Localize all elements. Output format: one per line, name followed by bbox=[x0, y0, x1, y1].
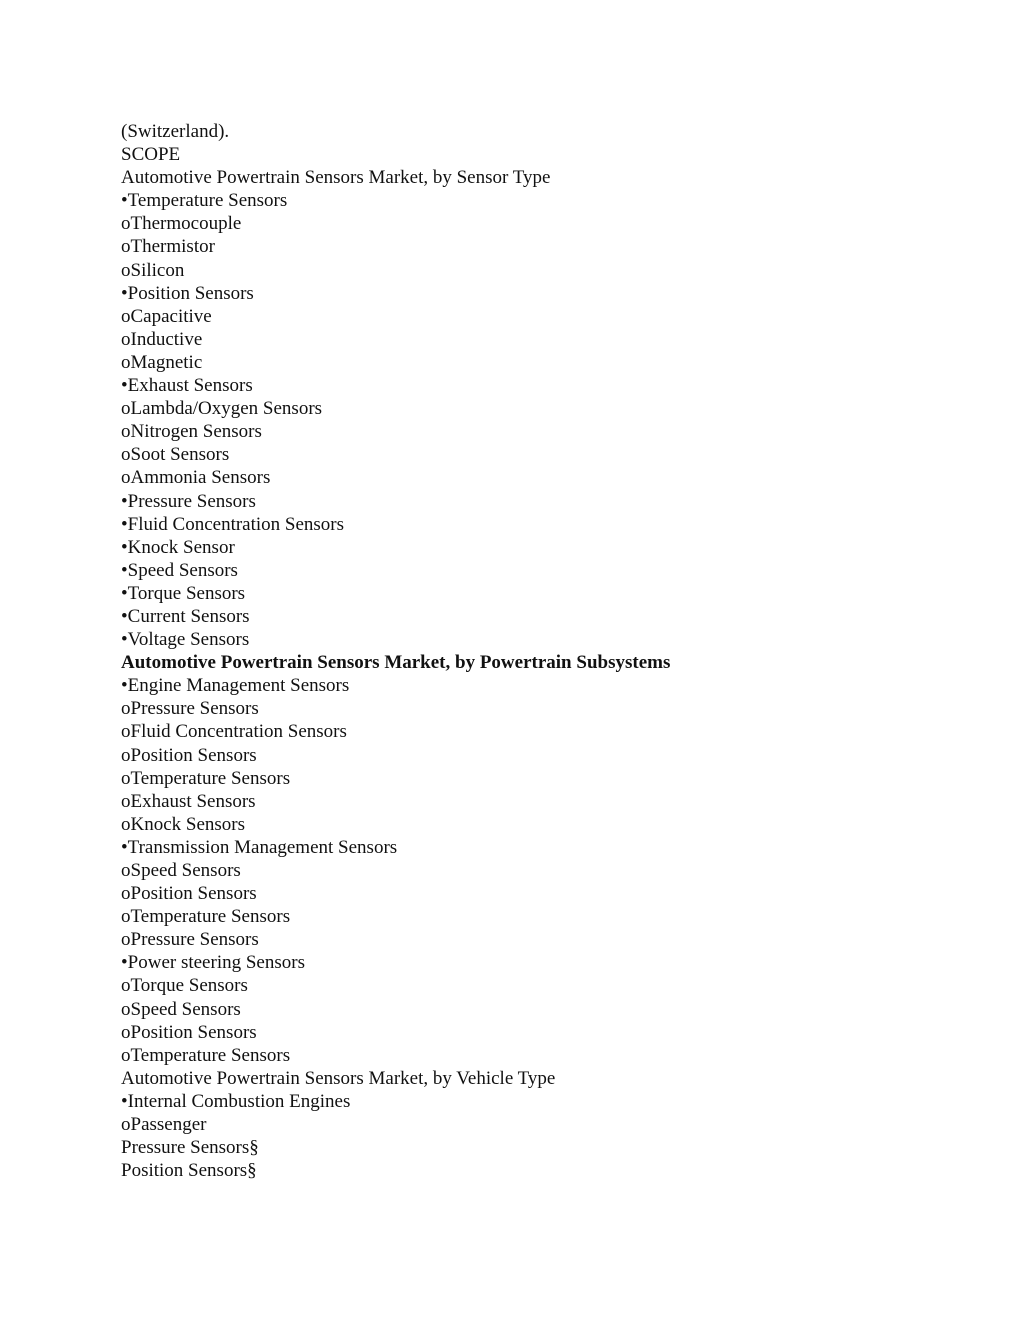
list-subitem: oLambda/Oxygen Sensors bbox=[121, 398, 323, 420]
list-subitem: oCapacitive bbox=[121, 305, 212, 327]
document-page bbox=[121, 120, 981, 1182]
list-subitem: oAmmonia Sensors bbox=[121, 467, 271, 489]
list-subitem: oThermocouple bbox=[121, 213, 242, 235]
list-subitem: oSpeed Sensors bbox=[121, 998, 241, 1020]
list-item: •Position Sensors bbox=[121, 282, 254, 304]
list-item: •Temperature Sensors bbox=[121, 190, 288, 212]
list-subitem: oNitrogen Sensors bbox=[121, 421, 262, 443]
list-subitem: oThermistor bbox=[121, 236, 215, 258]
list-subitem: oPosition Sensors bbox=[121, 1021, 257, 1043]
list-item: •Voltage Sensors bbox=[121, 629, 250, 651]
list-item: •Power steering Sensors bbox=[121, 952, 305, 974]
list-subitem: oExhaust Sensors bbox=[121, 790, 256, 812]
list-subitem: oTemperature Sensors bbox=[121, 906, 291, 928]
list-subitem: oKnock Sensors bbox=[121, 813, 246, 835]
list-item: •Pressure Sensors bbox=[121, 490, 256, 512]
list-subitem: oFluid Concentration Sensors bbox=[121, 721, 347, 743]
list-subitem: oPressure Sensors bbox=[121, 698, 259, 720]
list-subitem: oTemperature Sensors bbox=[121, 1044, 291, 1066]
list-subitem: Pressure Sensors§ bbox=[121, 1137, 259, 1159]
list-item: •Exhaust Sensors bbox=[121, 375, 253, 397]
list-subitem: oMagnetic bbox=[121, 351, 203, 373]
list-subitem: oInductive bbox=[121, 328, 203, 350]
list-item: •Speed Sensors bbox=[121, 559, 238, 581]
list-subitem: oSpeed Sensors bbox=[121, 860, 241, 881]
list-subitem: oPosition Sensors bbox=[121, 883, 257, 905]
section-heading-scope: SCOPE bbox=[121, 144, 181, 166]
list-item: •Engine Management Sensors bbox=[121, 675, 350, 697]
list-subitem: oPosition Sensors bbox=[121, 744, 257, 766]
list-subitem: Position Sensors§ bbox=[121, 1160, 257, 1182]
list-subitem: oTemperature Sensors bbox=[121, 767, 291, 789]
list-subitem: oPressure Sensors bbox=[121, 929, 259, 951]
list-subitem: oPassenger bbox=[121, 1114, 207, 1136]
list-item: •Internal Combustion Engines bbox=[121, 1090, 351, 1112]
list-item: •Fluid Concentration Sensors bbox=[121, 513, 345, 535]
list-subitem: oSilicon bbox=[121, 259, 185, 281]
list-item: •Transmission Management Sensors bbox=[121, 836, 398, 858]
subsection-heading-vehicle-type: Automotive Powertrain Sensors Market, by Vehicle Type bbox=[121, 1067, 556, 1089]
list-item: •Knock Sensor bbox=[121, 536, 235, 558]
list-subitem: oTorque Sensors bbox=[121, 975, 248, 997]
list-subitem: oSoot Sensors bbox=[121, 444, 230, 466]
subsection-heading-powertrain-subsystems: Automotive Powertrain Sensors Market, by Powertrain Subsystems bbox=[121, 652, 671, 674]
subsection-heading-sensor-type: Automotive Powertrain Sensors Market, by Sensor Type bbox=[121, 167, 551, 189]
list-item: •Current Sensors bbox=[121, 605, 250, 627]
list-item: •Torque Sensors bbox=[121, 582, 246, 604]
text-line: (Switzerland). bbox=[121, 121, 230, 142]
